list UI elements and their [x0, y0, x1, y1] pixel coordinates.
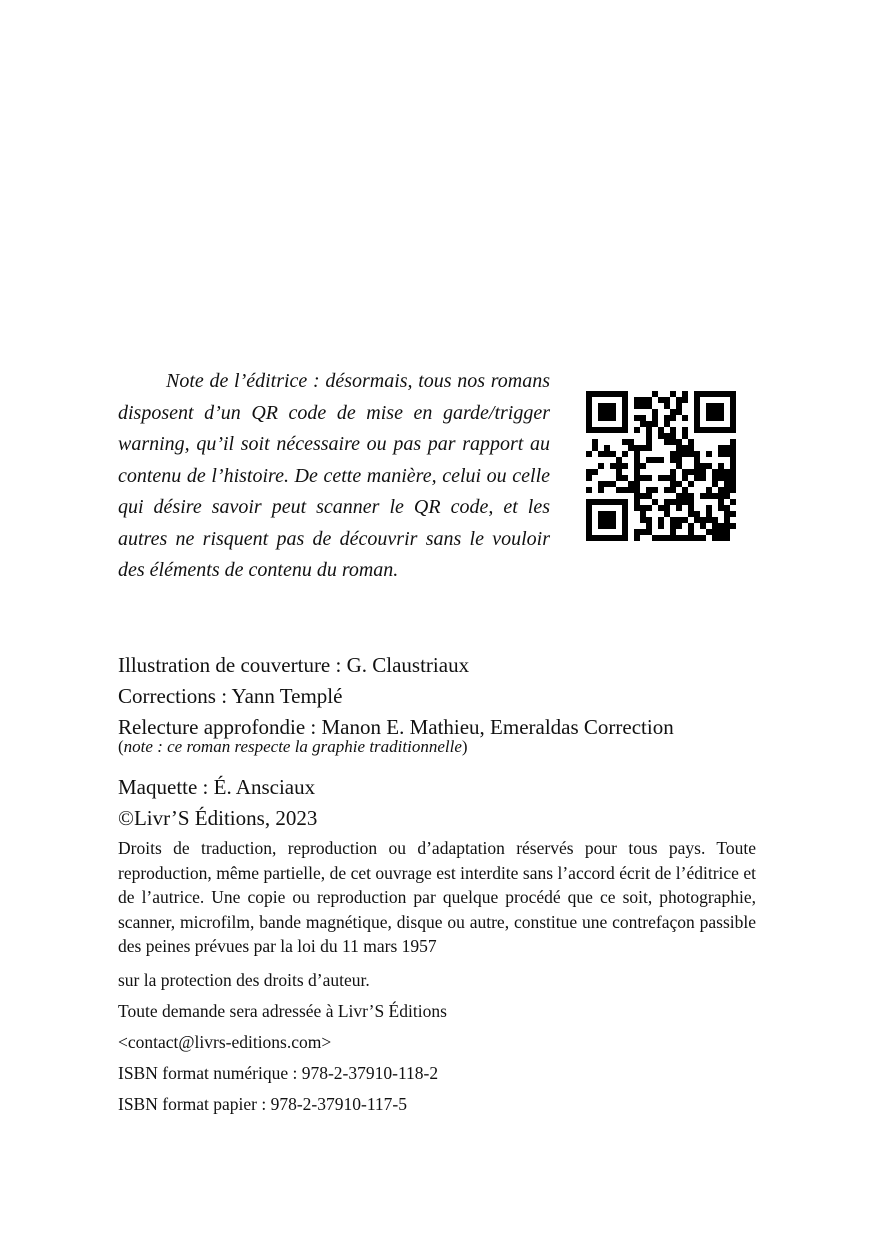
credit-relecture: Relecture approfondie : Manon E. Mathieu, Emeraldas Correction: [118, 715, 674, 739]
isbn-paper: ISBN format papier : 978-2-37910-117-5: [118, 1093, 408, 1114]
relecture-note-text: note : ce roman respecte la graphie traditionnelle: [123, 737, 462, 756]
rights-end: sur la protection des droits d’auteur.: [118, 969, 370, 990]
isbn-digital: ISBN format numérique : 978-2-37910-118-2: [118, 1062, 439, 1083]
rights-paragraph: Droits de traduction, reproduction ou d’adaptation réservés pour tous pays. Toute reproduction, même partielle, de cet ouvrage est interdite sans l’accord écrit de l’éditrice et de l’autrice. Une copie ou reproduction par quelque procédé que ce soit, photographie, scanner, microfilm, bande magnétique, disque ou autre, constitue une contrefaçon passible des peines prévues par la loi du 11 mars 1957: [118, 838, 756, 956]
editor-note: [118, 366, 550, 587]
contact-email[interactable]: <contact@livrs-editions.com>: [118, 1031, 332, 1052]
qr-code-icon[interactable]: [586, 391, 736, 541]
credit-illustration: Illustration de couverture : G. Claustriaux: [118, 653, 470, 677]
relecture-note-open: (: [118, 737, 124, 756]
credit-maquette: Maquette : É. Ansciaux: [118, 775, 316, 799]
relecture-note-close: ): [461, 737, 468, 756]
credit-corrections: Corrections : Yann Templé: [118, 684, 343, 708]
credits-block: [118, 650, 756, 1120]
contact-request: Toute demande sera adressée à Livr’S Éditions: [118, 1000, 447, 1021]
copyright-line: ©Livr’S Éditions, 2023: [118, 806, 318, 830]
editor-note-text: Note de l’éditrice : désormais, tous nos romans disposent d’un QR code de mise en garde/trigger warning, qu’il soit nécessaire ou pas par rapport au contenu de l’histoire. De cette manière, celui ou celle qui désire savoir peut scanner le QR code, et les autres ne risquent pas de découvrir sans le vouloir des éléments de contenu du roman.: [118, 370, 550, 581]
